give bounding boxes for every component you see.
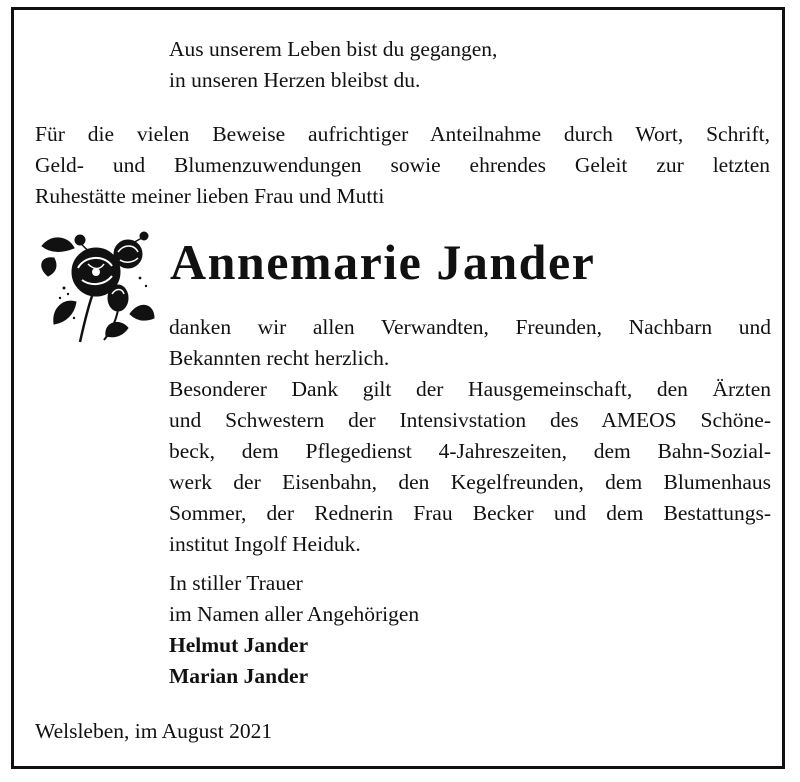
thanks-line: institut Ingolf Heiduk.	[169, 532, 361, 556]
closing-line: im Namen aller Angehörigen	[169, 602, 420, 626]
intro-line: Ruhestätte meiner lieben Frau und Mutti	[35, 184, 385, 208]
verse-line: in unseren Herzen bleibst du.	[169, 68, 421, 92]
thanks-line: und Schwestern der Intensivstation des AMEOS Schöne-	[169, 408, 771, 432]
deceased-name: Annemarie Jander	[170, 234, 596, 290]
closing-line: In stiller Trauer	[169, 571, 303, 595]
thanks-line: danken wir allen Verwandten, Freunden, Nachbarn und	[169, 315, 771, 339]
thanks-line: beck, dem Pflegedienst 4-Jahreszeiten, dem Bahn-Sozial-	[169, 439, 771, 463]
verse-line: Aus unserem Leben bist du gegangen,	[169, 37, 498, 61]
obituary-notice	[11, 7, 785, 769]
intro-line: Für die vielen Beweise aufrichtiger Anteilnahme durch Wort, Schrift,	[35, 122, 770, 146]
intro-text	[35, 119, 770, 212]
thanks-line: Besonderer Dank gilt der Hausgemeinschaft, den Ärzten	[169, 377, 771, 401]
signatory: Marian Jander	[169, 664, 309, 688]
thanks-line: werk der Eisenbahn, den Kegelfreunden, dem Blumenhaus	[169, 470, 771, 494]
place-date: Welsleben, im August 2021	[35, 719, 273, 743]
closing-block	[169, 568, 419, 692]
intro-line: Geld- und Blumenzuwendungen sowie ehrendes Geleit zur letzten	[35, 153, 770, 177]
thanks-line: Sommer, der Rednerin Frau Becker und dem Bestattungs-	[169, 501, 771, 525]
rose-icon	[34, 228, 156, 344]
verse	[169, 34, 497, 96]
signatory: Helmut Jander	[169, 633, 309, 657]
thanks-text	[169, 312, 771, 560]
thanks-line: Bekannten recht herzlich.	[169, 346, 390, 370]
